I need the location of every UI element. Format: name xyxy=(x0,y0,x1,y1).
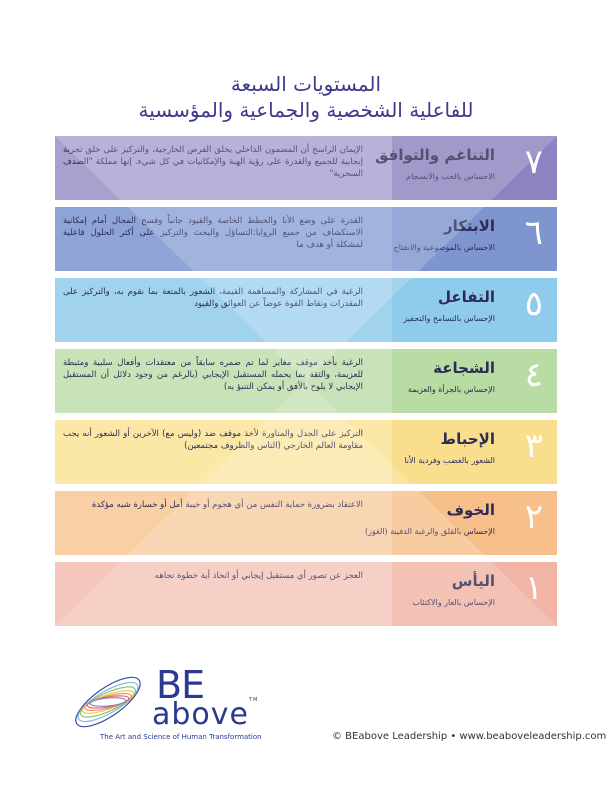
level-name: التناغم والتوافق xyxy=(375,146,495,164)
logo-tagline: The Art and Science of Human Transformation xyxy=(100,733,262,741)
level-number: ٢ xyxy=(524,497,543,537)
hourglass-overlay xyxy=(55,136,557,626)
lower-triangle-shape xyxy=(55,381,557,626)
level-feeling: الإحساس بالقلق والرغبة الدفينة (العَوَز) xyxy=(364,527,495,536)
level-name: الخوف xyxy=(446,501,495,519)
footer-copyright: © BEabove Leadership • www.beaboveleadership.com xyxy=(332,731,607,742)
level-name: اليأس xyxy=(451,572,495,590)
title-line-2: للفاعلية الشخصية والجماعية والمؤسسية xyxy=(138,98,474,122)
level-description: العجز عن تصور أي مستقبل إيجابي أو اتخاذ أية خطوة تجاهه xyxy=(154,571,363,581)
level-description: الاعتقاد بضرورة حماية النفس من أي هجوم أو خيبة أمل أو خسارة شبه مؤكدة xyxy=(91,500,363,510)
level-number: ١ xyxy=(524,568,543,608)
logo-be-text: BE xyxy=(156,663,205,707)
level-number: ٦ xyxy=(524,213,543,253)
level-feeling: الإحساس بالتسامح والتحفيز xyxy=(403,314,495,323)
level-name: الابتكار xyxy=(443,217,495,235)
level-number: ٣ xyxy=(524,426,543,466)
level-description: القدرة على وضع الأنا والخطط الخاصة والقيود جانباً وفسح المجال أمام إمكانية الاستكشاف من جميع الزوايا:التساؤل والبحث والتركيز على أكثر الحلول فاعلية لمشكلة أو هدف ما xyxy=(63,216,363,250)
level-feeling: الإحساس بالجرأة والعزيمة xyxy=(407,385,495,394)
level-number: ٥ xyxy=(524,284,543,324)
level-feeling: الإحساس بالعار والاكتئاب xyxy=(412,598,495,607)
level-description: الرغبة في المشاركة والمساهمة القيمة، الشعور بالمتعة بما نقوم به، والتركيز على المقدرات ونقاط القوة عوضاً عن العوائق والقيود xyxy=(63,287,363,309)
level-feeling: الاحساس بالموضوعية والانفتاح xyxy=(393,243,495,252)
logo-above-word: above xyxy=(152,697,249,732)
level-number: ٧ xyxy=(524,142,543,182)
level-name: الإحباط xyxy=(440,430,495,448)
level-name: الشجاعة xyxy=(433,359,495,377)
logo-trademark: TM xyxy=(249,697,259,703)
level-number: ٤ xyxy=(524,355,543,395)
upper-triangle-shape xyxy=(55,136,557,381)
level-feeling: الاحساس بالحب والانسجام xyxy=(406,172,495,181)
logo-above-text xyxy=(152,697,258,732)
level-description: التركيز على الجدل والمناورة لأخذ موقف ضد (وليس مع) الآخرين أو الشعور أنه يجب مقاومة العالم الخارجي (الناس والظروف مجتمعين) xyxy=(63,429,363,451)
title-line-1: المستويات السبعة xyxy=(230,72,382,96)
level-description: الرغبة بأخذ موقف مغاير لما تم ضمره سابقاً من معتقدات وأفعال سلبية ومثبطة للعزيمة، والثقة بما يحمله المستقبل الإيجابي (بالرغم من وجود دلائل أن المستقبل الإيجابي لا يلوح بالأفق أو يمكن التنبؤ به) xyxy=(63,358,363,392)
level-description: الإيمان الراسخ أن المضمون الداخلي يخلق الفرص الخارجية، والتركيز على خلق تجربة إيجابية للجميع والقدرة على رؤية الهبة والإمكانيات في كل شيء. إنها مملكة "الصدف السحرية" xyxy=(63,145,363,179)
level-name: التفاعل xyxy=(438,288,495,306)
level-feeling: الشعور بالغضب وفردية الأنا xyxy=(404,456,495,465)
